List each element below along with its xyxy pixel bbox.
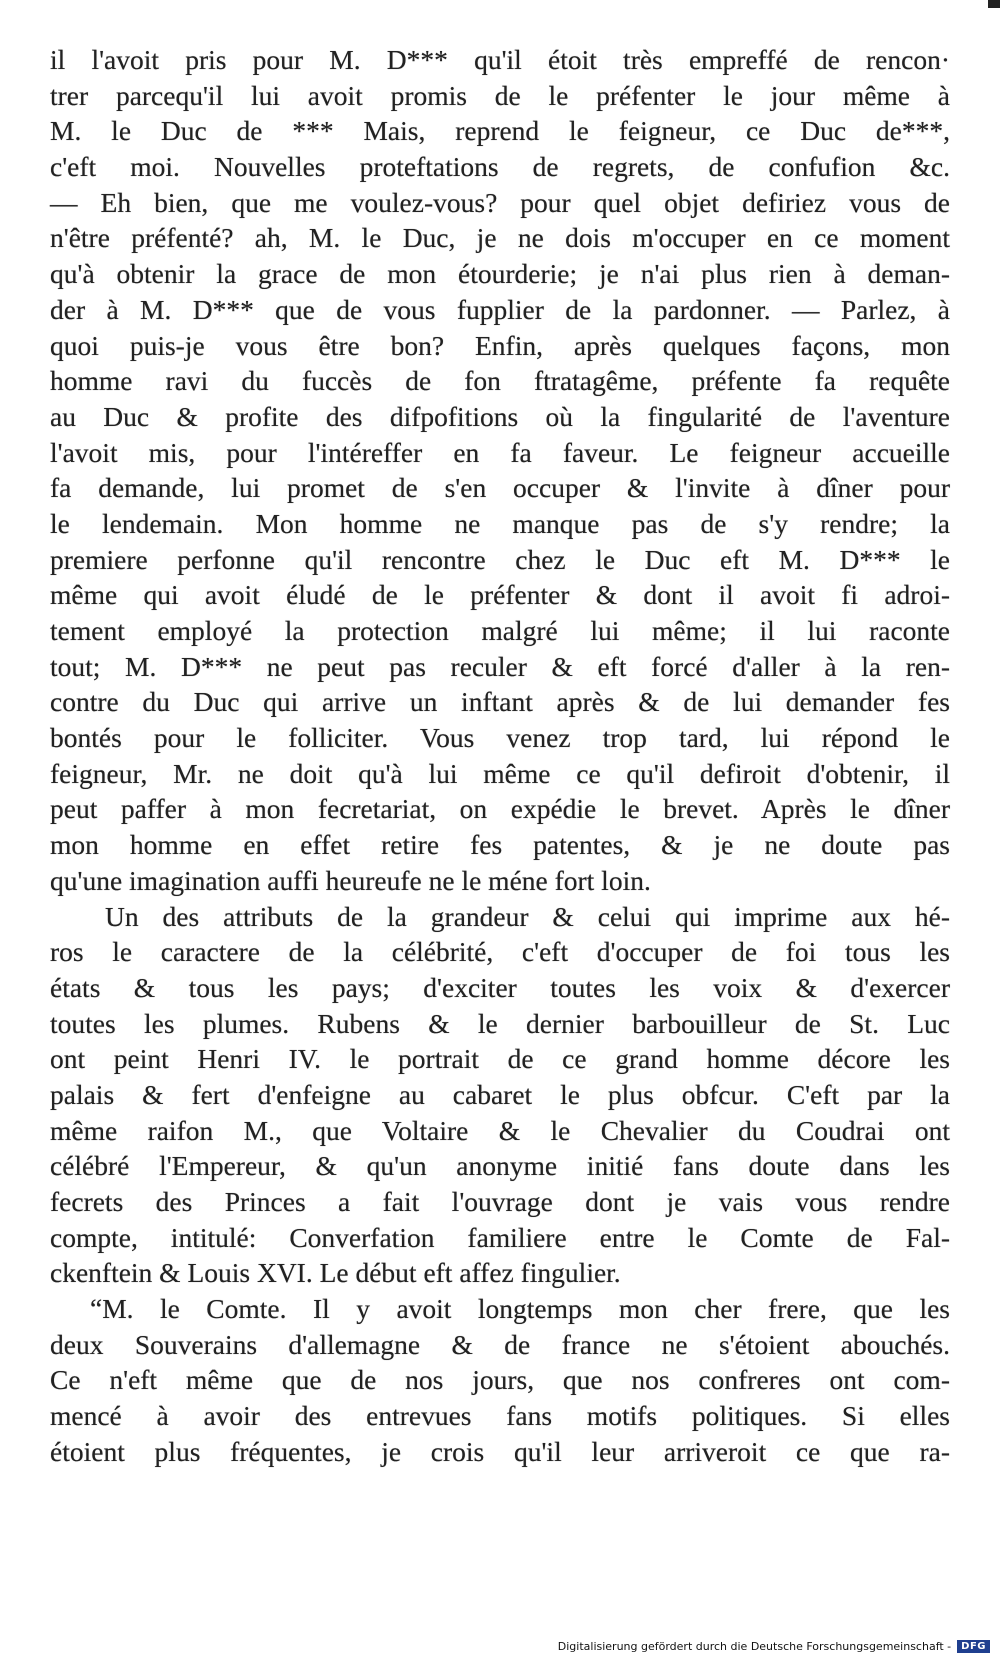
text-line: homme ravi du fuccès de fon ftratagême, préfente fa requête <box>50 365 950 397</box>
text-line: fa demande, lui promet de s'en occuper & l'invite à dîner pour <box>50 472 950 504</box>
text-line: bontés pour le folliciter. Vous venez trop tard, lui répond le <box>50 722 950 754</box>
text-line: fecrets des Princes a fait l'ouvrage dont je vais vous rendre <box>50 1186 950 1217</box>
dfg-logo: DFG <box>957 1640 990 1653</box>
text-line: étoient plus fréquentes, je crois qu'il leur arriveroit ce que ra- <box>50 1435 950 1467</box>
text-line: der à M. D*** que de vous fupplier de la pardonner. — Parlez, à <box>50 293 950 325</box>
text-line: premiere perfonne qu'il rencontre chez le Duc eft M. D*** le <box>50 543 950 575</box>
text-line: tement employé la protection malgré lui même; il lui raconte <box>50 615 950 646</box>
text-line: Ce n'eft même que de nos jours, que nos confreres ont com- <box>50 1364 950 1396</box>
page-edge-mark <box>988 0 1000 8</box>
text-line: compte, intitulé: Converfation familiere entre le Comte de Fal- <box>50 1221 950 1253</box>
text-line: même qui avoit éludé de le préfenter & dont il avoit fi adroi- <box>50 579 950 611</box>
text-line: peut paffer à mon fecretariat, on expédie le brevet. Après le dîner <box>50 793 950 825</box>
text-line: ros le caractere de la célébrité, c'eft d'occuper de foi tous les <box>50 936 950 968</box>
text-line: toutes les plumes. Rubens & le dernier barbouilleur de St. Luc <box>50 1007 950 1039</box>
text-line: mon homme en effet retire fes patentes, & je ne doute pas <box>50 829 950 861</box>
text-line: quoi puis-je vous être bon? Enfin, après quelques façons, mon <box>50 329 950 361</box>
text-line: tout; M. D*** ne peut pas reculer & eft forcé d'aller à la ren- <box>50 650 950 682</box>
text-line: célébré l'Empereur, & qu'un anonyme initié fans doute dans les <box>50 1150 950 1182</box>
text-line: ont peint Henri IV. le portrait de ce grand homme décore les <box>50 1043 950 1075</box>
text-line: trer parcequ'il lui avoit promis de le préfenter le jour même à <box>50 79 950 111</box>
text-line: au Duc & profite des difpofitions où la fingularité de l'aventure <box>50 400 950 432</box>
text-line: n'être préfenté? ah, M. le Duc, je ne dois m'occuper en ce moment <box>50 222 950 254</box>
page-text <box>50 42 950 1470</box>
text-line: qu'une imagination auffi heureufe ne le méne fort loin. <box>50 864 651 896</box>
digitization-footer <box>558 1640 990 1653</box>
text-line: mencé à avoir des entrevues fans motifs politiques. Si elles <box>50 1400 950 1432</box>
text-line: même raifon M., que Voltaire & le Chevalier du Coudrai ont <box>50 1114 950 1146</box>
quote-start-line: “M. le Comte. Il y avoit longtemps mon cher frere, que les <box>90 1293 950 1325</box>
text-line: états & tous les pays; d'exciter toutes les voix & d'exercer <box>50 971 950 1003</box>
text-line: M. le Duc de *** Mais, reprend le feigneur, ce Duc de***, <box>50 115 950 147</box>
text-line: ckenftein & Louis XVI. Le début eft affez fingulier. <box>50 1257 621 1289</box>
text-line: l'avoit mis, pour l'intéreffer en fa faveur. Le feigneur accueille <box>50 436 950 468</box>
text-line: deux Souverains d'allemagne & de france ne s'étoient abouchés. <box>50 1328 950 1360</box>
text-line: contre du Duc qui arrive un inftant après & de lui demander fes <box>50 686 950 718</box>
text-line: feigneur, Mr. ne doit qu'à lui même ce qu'il defiroit d'obtenir, il <box>50 757 950 789</box>
paragraph-start-line: Un des attributs de la grandeur & celui qui imprime aux hé- <box>105 900 950 932</box>
text-line: le lendemain. Mon homme ne manque pas de s'y rendre; la <box>50 507 950 539</box>
text-line: il l'avoit pris pour M. D*** qu'il étoit très empreffé de rencon· <box>50 44 950 75</box>
footer-credit: Digitalisierung gefördert durch die Deutsche Forschungsgemeinschaft - <box>557 1640 952 1653</box>
text-line: qu'à obtenir la grace de mon étourderie; je n'ai plus rien à deman- <box>50 258 950 290</box>
text-line: palais & fert d'enfeigne au cabaret le plus obfcur. C'eft par la <box>50 1078 950 1110</box>
text-line: — Eh bien, que me voulez-vous? pour quel objet defiriez vous de <box>50 186 950 218</box>
text-line: c'eft moi. Nouvelles proteftations de regrets, de confufion &c. <box>50 151 950 183</box>
